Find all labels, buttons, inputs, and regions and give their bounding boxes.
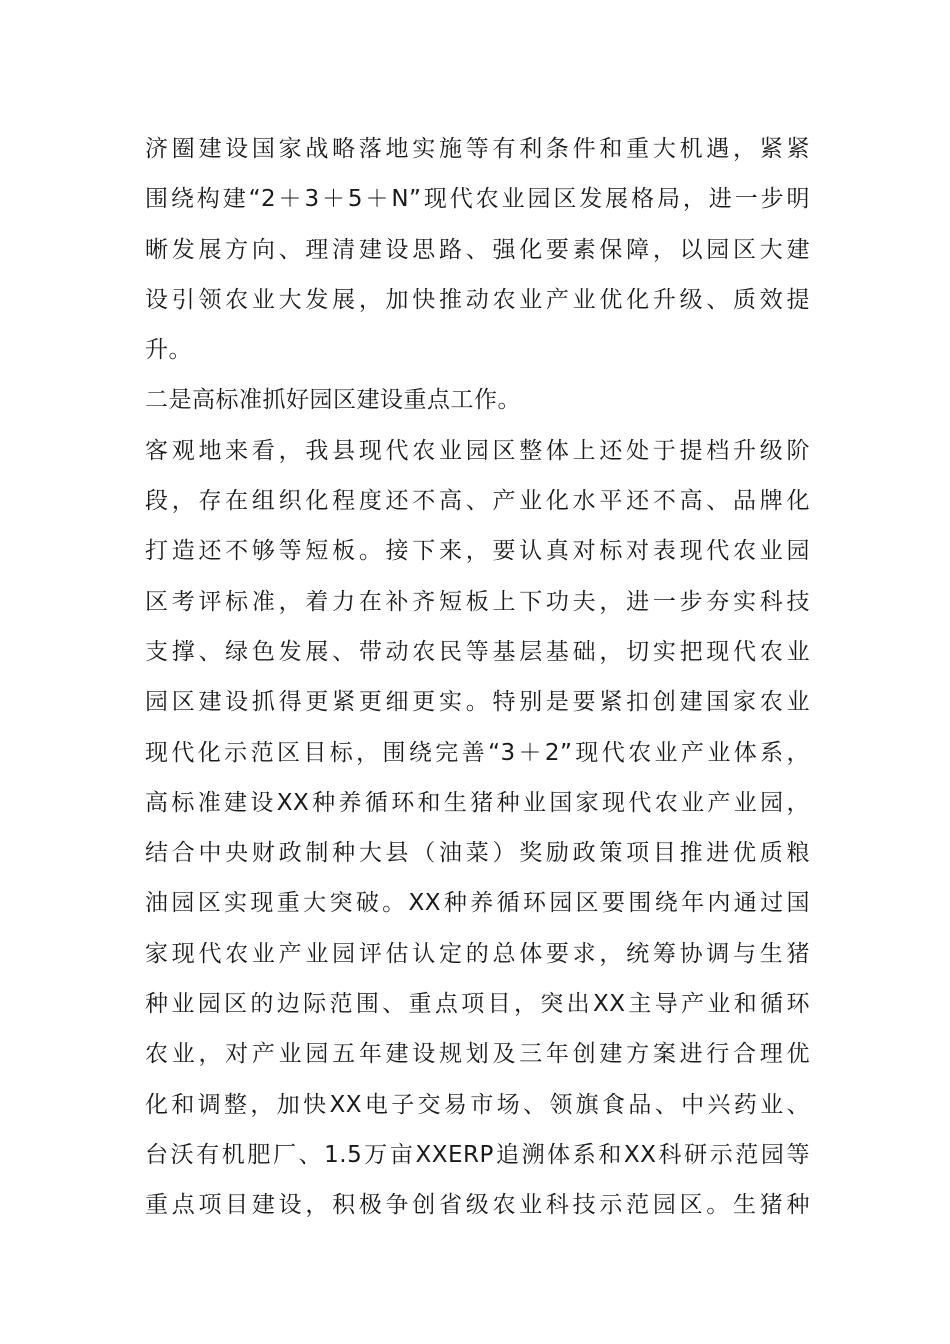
text-line: 段，存在组织化程度还不高、产业化水平还不高、品牌化 bbox=[145, 488, 810, 515]
body-text bbox=[145, 124, 810, 1231]
text-line: 结合中央财政制种大县（油菜）奖励政策项目推进优质粮 bbox=[145, 840, 810, 867]
text-line: 园区建设抓得更紧更细更实。特别是要紧扣创建国家农业 bbox=[145, 689, 810, 716]
text-line: 晰发展方向、理清建设思路、强化要素保障，以园区大建 bbox=[145, 236, 810, 263]
text-line: 济圈建设国家战略落地实施等有利条件和重大机遇，紧紧 bbox=[145, 136, 810, 162]
text-line: 农业，对产业园五年建设规划及三年创建方案进行合理优 bbox=[145, 1041, 810, 1068]
text-line: 家现代农业产业园评估认定的总体要求，统筹协调与生猪 bbox=[145, 940, 810, 967]
text-line: 打造还不够等短板。接下来，要认真对标对表现代农业园 bbox=[145, 538, 810, 565]
text-line: 重点项目建设，积极争创省级农业科技示范园区。生猪种 bbox=[145, 1192, 810, 1219]
text-line: 区考评标准，着力在补齐短板上下功夫，进一步夯实科技 bbox=[145, 588, 810, 615]
text-line: 油园区实现重大突破。XX种养循环园区要围绕年内通过国 bbox=[145, 890, 810, 917]
text-line: 台沃有机肥厂、1.5万亩XXERP追溯体系和XX科研示范园等 bbox=[145, 1141, 810, 1168]
section-heading: 二是高标准抓好园区建设重点工作。 bbox=[145, 387, 521, 414]
text-line: 化和调整，加快XX电子交易市场、领旗食品、中兴药业、 bbox=[145, 1091, 810, 1118]
text-line: 围绕构建“2＋3＋5＋N”现代农业园区发展格局，进一步明 bbox=[145, 186, 810, 213]
text-line: 客观地来看，我县现代农业园区整体上还处于提档升级阶 bbox=[145, 437, 810, 464]
text-line: 支撑、绿色发展、带动农民等基层基础，切实把现代农业 bbox=[145, 638, 810, 665]
text-line: 现代化示范区目标，围绕完善“3＋2”现代农业产业体系， bbox=[145, 739, 810, 766]
text-line: 升。 bbox=[145, 337, 192, 364]
text-line: 设引领农业大发展，加快推动农业产业优化升级、质效提 bbox=[145, 286, 810, 313]
text-line: 高标准建设XX种养循环和生猪种业国家现代农业产业园， bbox=[145, 789, 810, 816]
text-line: 种业园区的边际范围、重点项目，突出XX主导产业和循环 bbox=[145, 991, 810, 1018]
